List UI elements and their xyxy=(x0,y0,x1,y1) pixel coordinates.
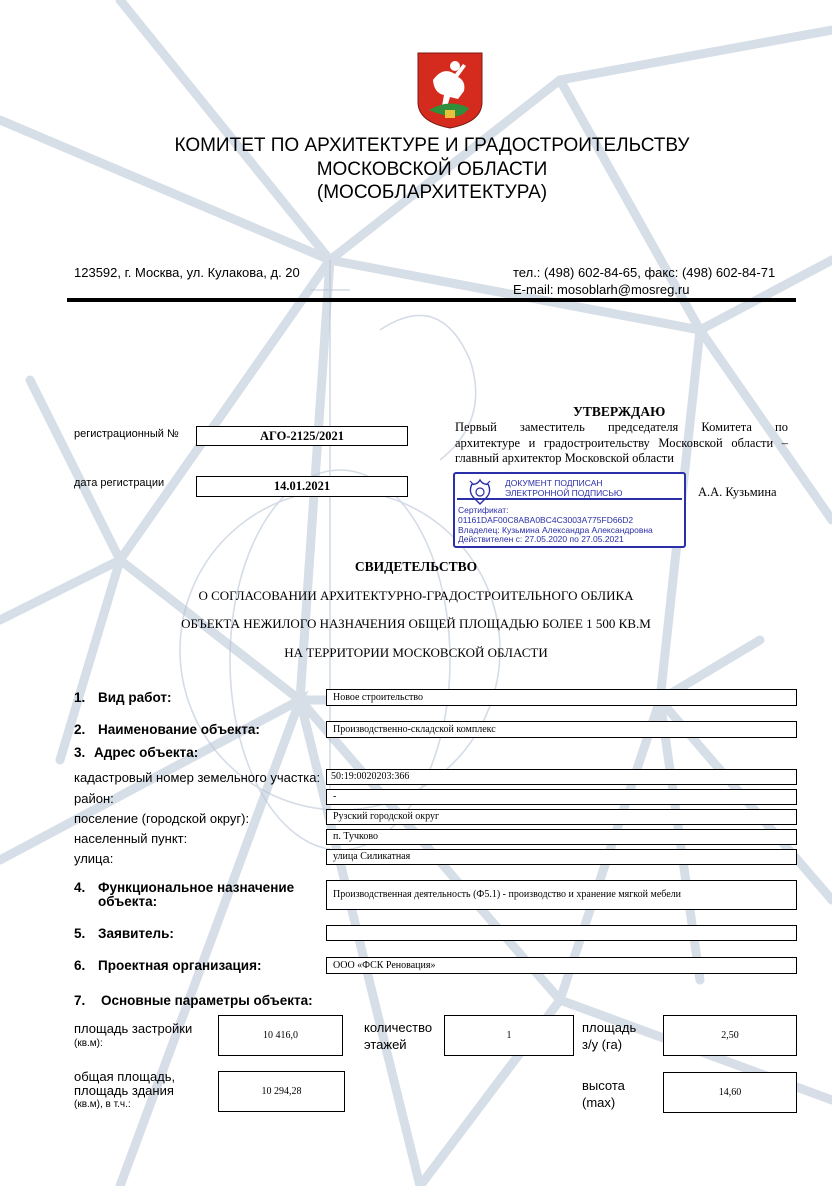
locality-label: населенный пункт: xyxy=(74,831,188,846)
work-type-number: 1. xyxy=(74,690,86,705)
height-value: 14,60 xyxy=(663,1072,797,1113)
coat-of-arms-icon xyxy=(465,477,495,507)
total-area-value: 10 294,28 xyxy=(218,1071,345,1112)
locality-value: п. Тучково xyxy=(326,829,797,845)
org-title-line-2: МОСКОВСКОЙ ОБЛАСТИ xyxy=(316,158,548,180)
org-address: 123592, г. Москва, ул. Кулакова, д. 20 xyxy=(74,265,300,280)
registration-date-value: 14.01.2021 xyxy=(196,476,408,497)
plot-area-value: 2,50 xyxy=(663,1015,797,1056)
org-title-line-3: (МОСОБЛАРХИТЕКТУРА) xyxy=(316,182,548,203)
stamp-owner: Владелец: Кузьмина Александра Александровна xyxy=(458,524,653,535)
designer-value: ООО «ФСК Реновация» xyxy=(326,957,797,974)
height-label xyxy=(582,1077,625,1111)
district-value: - xyxy=(326,789,797,805)
object-name-label xyxy=(74,722,260,737)
params-label-text: Основные параметры объекта: xyxy=(101,993,313,1008)
organization-title xyxy=(0,134,832,205)
stamp-divider xyxy=(457,498,682,500)
stamp-valid: Действителен с: 27.05.2020 по 27.05.2021 xyxy=(458,534,624,545)
plot-area-label-line-1: площадь xyxy=(582,1020,637,1035)
function-label-line-2: объекта: xyxy=(98,894,158,909)
height-label-line-1: высота xyxy=(582,1078,625,1093)
total-area-label-line-2: площадь здания xyxy=(74,1083,174,1098)
function-number: 4. xyxy=(74,880,86,895)
org-title-line-1: КОМИТЕТ ПО АРХИТЕКТУРЕ И ГРАДОСТРОИТЕЛЬСТВУ xyxy=(174,135,690,156)
object-name-value: Производственно-складской комплекс xyxy=(326,721,797,738)
work-type-label-text: Вид работ: xyxy=(98,690,172,705)
registration-number-label: регистрационный № xyxy=(74,428,179,440)
floors-label-line-2: этажей xyxy=(364,1037,407,1052)
moscow-oblast-emblem-icon xyxy=(415,50,485,130)
approval-position-line-1: Первый заместитель председателя Комитета по xyxy=(455,420,788,434)
designer-label-text: Проектная организация: xyxy=(98,958,262,973)
plot-area-label-line-2: з/у (га) xyxy=(582,1037,623,1052)
org-email: E-mail: mosoblarh@mosreg.ru xyxy=(513,282,690,297)
total-area-label-line-1: общая площадь, xyxy=(74,1069,176,1084)
stamp-cert-value: 01161DAF00C8ABA0BC4C3003A775FD66D2 xyxy=(458,514,634,525)
params-number: 7. xyxy=(74,993,86,1008)
certificate-line-3: НА ТЕРРИТОРИИ МОСКОВСКОЙ ОБЛАСТИ xyxy=(284,645,548,660)
total-area-label xyxy=(74,1070,175,1112)
designer-label xyxy=(74,958,261,973)
org-phone: тел.: (498) 602-84-65, факс: (498) 602-84-71 xyxy=(513,265,776,280)
built-area-label xyxy=(74,1021,192,1051)
total-area-unit: (кв.м), в т.ч.: xyxy=(74,1099,131,1110)
certificate-line-2: ОБЪЕКТА НЕЖИЛОГО НАЗНАЧЕНИЯ ОБЩЕЙ ПЛОЩАДЬЮ БОЛЕЕ 1 500 КВ.М xyxy=(181,616,651,631)
function-label xyxy=(74,881,294,909)
height-label-line-2: (max) xyxy=(582,1095,616,1110)
approval-title: УТВЕРЖДАЮ xyxy=(573,404,666,419)
stamp-title-line-2: ЭЛЕКТРОННОЙ ПОДПИСЬЮ xyxy=(505,488,623,498)
digital-signature-stamp xyxy=(453,472,686,548)
work-type-value: Новое строительство xyxy=(326,689,797,706)
plot-area-label xyxy=(582,1019,636,1053)
work-type-label xyxy=(74,690,171,705)
address-label-text: Адрес объекта: xyxy=(94,745,199,760)
district-label: район: xyxy=(74,791,114,806)
settlement-label: поселение (городской округ): xyxy=(74,811,250,826)
built-area-value: 10 416,0 xyxy=(218,1015,343,1056)
street-label: улица: xyxy=(74,851,114,866)
object-name-number: 2. xyxy=(74,722,86,737)
stamp-title-line-1: ДОКУМЕНТ ПОДПИСАН xyxy=(505,478,603,488)
applicant-value xyxy=(326,925,797,941)
stamp-cert-label: Сертификат: xyxy=(458,505,509,515)
applicant-label xyxy=(74,926,174,941)
stamp-details xyxy=(458,506,653,545)
stamp-title xyxy=(505,478,623,498)
settlement-value: Рузский городской округ xyxy=(326,809,797,825)
params-label xyxy=(74,993,313,1008)
registration-number-value: АГО-2125/2021 xyxy=(196,426,408,446)
applicant-number: 5. xyxy=(74,926,86,941)
certificate-line-1: О СОГЛАСОВАНИИ АРХИТЕКТУРНО-ГРАДОСТРОИТЕЛЬНОГО ОБЛИКА xyxy=(198,588,634,603)
cadastral-value: 50:19:0020203:366 xyxy=(326,769,797,785)
address-number: 3. xyxy=(74,745,86,760)
object-name-label-text: Наименование объекта: xyxy=(98,722,260,737)
function-label-line-1: Функциональное назначение xyxy=(98,880,295,895)
header-divider xyxy=(67,298,796,302)
function-value: Производственная деятельность (Ф5.1) - производство и хранение мягкой мебели xyxy=(326,880,797,910)
applicant-label-text: Заявитель: xyxy=(98,926,174,941)
certificate-title: СВИДЕТЕЛЬСТВО xyxy=(354,559,478,574)
approval-position xyxy=(455,420,788,467)
approval-position-line-3: главный архитектор Московской области xyxy=(455,451,674,465)
floors-value: 1 xyxy=(444,1015,574,1056)
built-area-unit: (кв.м): xyxy=(74,1038,103,1049)
approval-position-line-2: архитектуре и градостроительству Московской области – xyxy=(455,435,788,450)
street-value: улица Силикатная xyxy=(326,849,797,865)
registration-date-label: дата регистрации xyxy=(74,477,165,489)
floors-label xyxy=(364,1019,432,1053)
floors-label-line-1: количество xyxy=(364,1020,433,1035)
built-area-label-text: площадь застройки xyxy=(74,1021,193,1036)
approval-signer: А.А. Кузьмина xyxy=(698,485,777,499)
address-label xyxy=(74,745,198,760)
cadastral-label: кадастровый номер земельного участка: xyxy=(74,770,321,785)
designer-number: 6. xyxy=(74,958,86,973)
